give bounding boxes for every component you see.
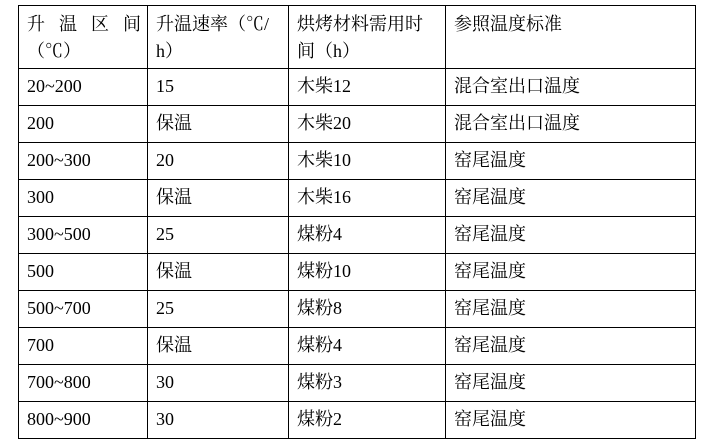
cell-temp-range: 500 <box>19 254 148 291</box>
cell-reference-standard: 窑尾温度 <box>446 180 696 217</box>
cell-temp-range: 700 <box>19 328 148 365</box>
table-row <box>19 69 696 106</box>
cell-reference-standard: 窑尾温度 <box>446 291 696 328</box>
table-row <box>19 328 696 365</box>
cell-material-time: 煤粉3 <box>289 365 446 402</box>
cell-material-time: 煤粉10 <box>289 254 446 291</box>
cell-temp-range: 20~200 <box>19 69 148 106</box>
cell-material-time: 煤粉4 <box>289 217 446 254</box>
header-heating-rate-line1: 升温速率（℃/ <box>156 14 270 34</box>
cell-heating-rate: 保温 <box>148 106 289 143</box>
cell-reference-standard: 混合室出口温度 <box>446 69 696 106</box>
header-cell-material-time <box>289 6 446 69</box>
cell-heating-rate: 15 <box>148 69 289 106</box>
cell-heating-rate: 20 <box>148 143 289 180</box>
cell-heating-rate: 30 <box>148 402 289 439</box>
cell-material-time: 煤粉4 <box>289 328 446 365</box>
table-row <box>19 143 696 180</box>
cell-reference-standard: 窑尾温度 <box>446 217 696 254</box>
header-row <box>19 6 696 69</box>
cell-reference-standard: 混合室出口温度 <box>446 106 696 143</box>
header-reference-standard-line1: 参照温度标准 <box>454 14 562 34</box>
header-material-time-line1: 烘烤材料需用时 <box>297 14 423 34</box>
table-row <box>19 402 696 439</box>
cell-material-time: 木柴12 <box>289 69 446 106</box>
header-heating-rate-line2: h） <box>156 41 183 61</box>
cell-material-time: 木柴20 <box>289 106 446 143</box>
header-cell-heating-rate <box>148 6 289 69</box>
table-row <box>19 365 696 402</box>
cell-heating-rate: 25 <box>148 291 289 328</box>
table-row <box>19 217 696 254</box>
cell-temp-range: 300 <box>19 180 148 217</box>
cell-reference-standard: 窑尾温度 <box>446 365 696 402</box>
cell-heating-rate: 25 <box>148 217 289 254</box>
cell-heating-rate: 保温 <box>148 328 289 365</box>
cell-heating-rate: 保温 <box>148 180 289 217</box>
table-row <box>19 291 696 328</box>
cell-temp-range: 200~300 <box>19 143 148 180</box>
header-temp-range-line2: （℃） <box>27 41 81 61</box>
cell-reference-standard: 窑尾温度 <box>446 402 696 439</box>
header-material-time-line2: 间（h） <box>297 41 360 61</box>
cell-material-time: 煤粉2 <box>289 402 446 439</box>
cell-temp-range: 200 <box>19 106 148 143</box>
kiln-baking-schedule-table <box>18 5 696 439</box>
header-temp-range-line1: 升温区间 <box>27 14 141 34</box>
cell-temp-range: 300~500 <box>19 217 148 254</box>
cell-temp-range: 800~900 <box>19 402 148 439</box>
table-row <box>19 106 696 143</box>
cell-heating-rate: 保温 <box>148 254 289 291</box>
cell-material-time: 煤粉8 <box>289 291 446 328</box>
table-row <box>19 180 696 217</box>
table-row <box>19 254 696 291</box>
cell-temp-range: 700~800 <box>19 365 148 402</box>
cell-heating-rate: 30 <box>148 365 289 402</box>
cell-material-time: 木柴10 <box>289 143 446 180</box>
cell-reference-standard: 窑尾温度 <box>446 254 696 291</box>
header-cell-reference-standard <box>446 6 696 69</box>
cell-material-time: 木柴16 <box>289 180 446 217</box>
cell-temp-range: 500~700 <box>19 291 148 328</box>
cell-reference-standard: 窑尾温度 <box>446 328 696 365</box>
cell-reference-standard: 窑尾温度 <box>446 143 696 180</box>
header-cell-temp-range <box>19 6 148 69</box>
